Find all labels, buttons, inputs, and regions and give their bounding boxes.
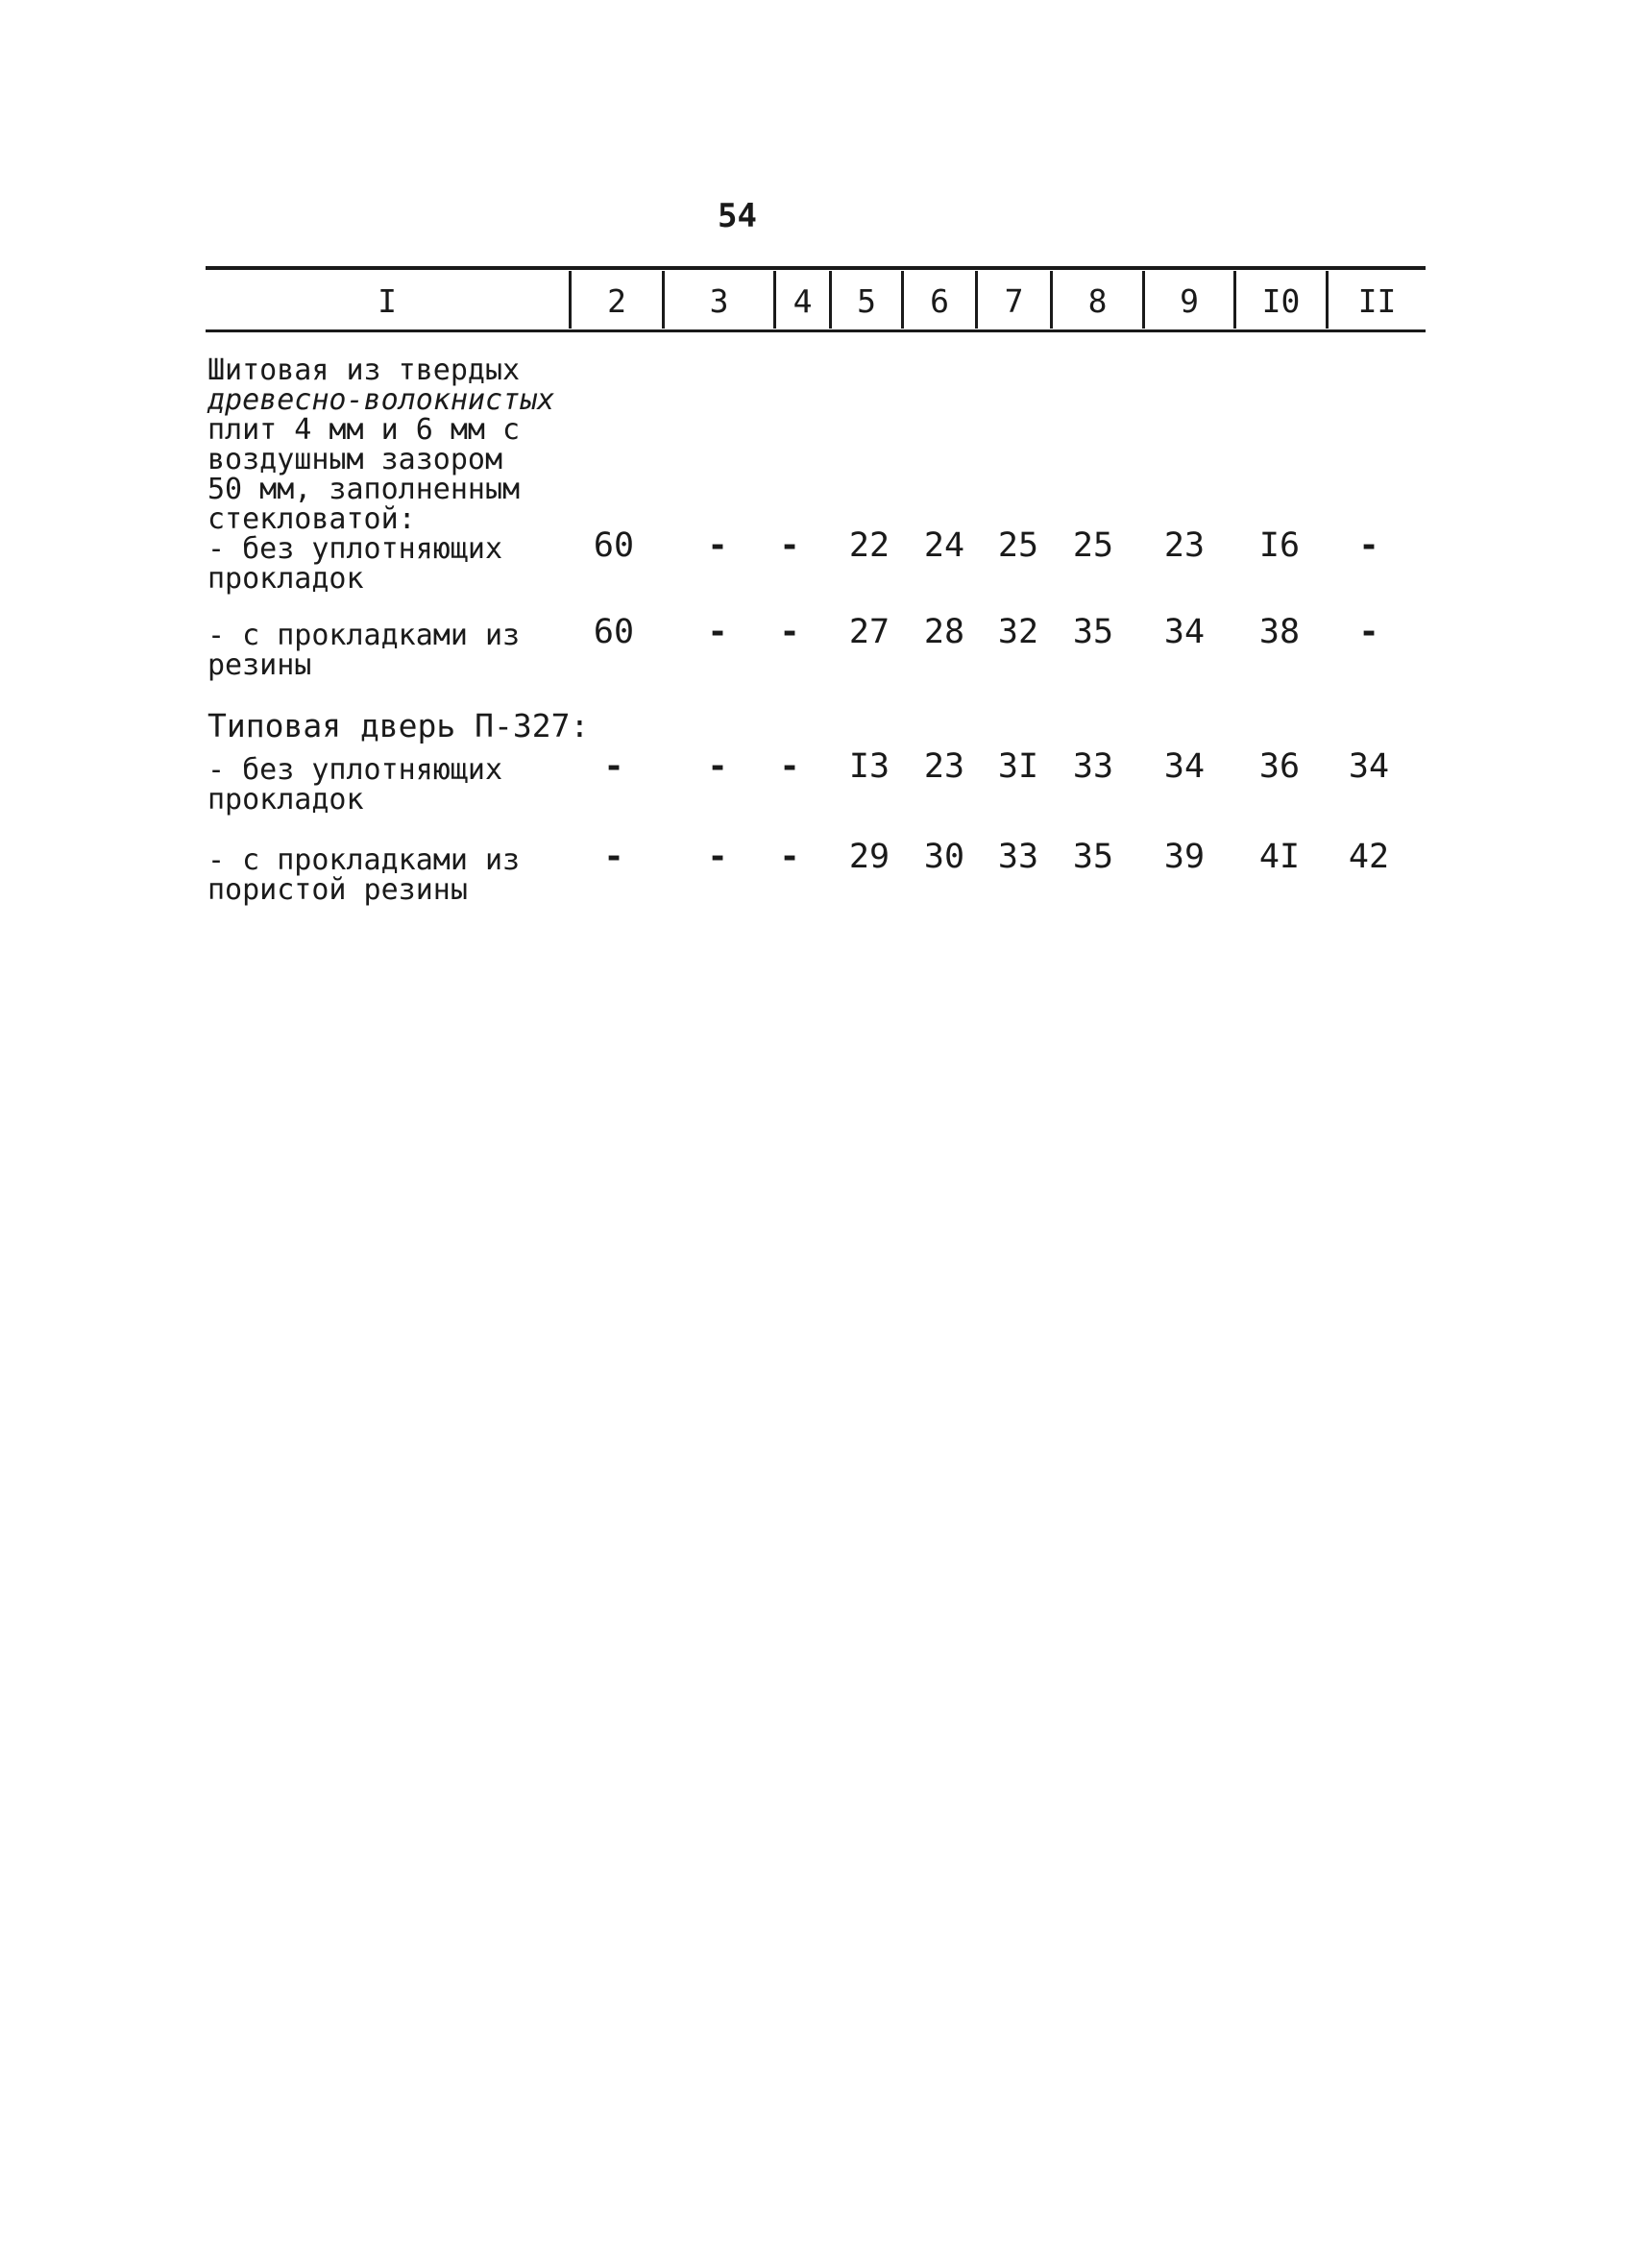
table-cell: 42 (1348, 838, 1390, 876)
table-cell: - (1358, 526, 1379, 565)
column-header-8: 8 (1087, 282, 1108, 320)
table-cell: 24 (923, 526, 965, 565)
table-cell: 28 (923, 613, 965, 651)
table-cell: 32 (997, 613, 1039, 651)
table-top-rule (206, 266, 1426, 270)
heading-line: древесно-волокнистых (207, 383, 555, 417)
table-cell: 39 (1163, 838, 1206, 876)
table-cell: 36 (1258, 747, 1301, 786)
heading-line: 50 мм, заполненным (207, 473, 521, 506)
table-cell: 38 (1258, 613, 1301, 651)
table-cell: - (707, 838, 728, 876)
table-cell: 3I (997, 747, 1039, 786)
table-cell: 34 (1163, 747, 1206, 786)
column-header-2: 2 (607, 282, 626, 320)
section-heading: Типовая дверь П-327: (207, 707, 590, 744)
table-cell: - (603, 747, 624, 786)
column-header-10: I0 (1261, 282, 1301, 320)
table-cell: 23 (923, 747, 965, 786)
row-label-line: прокладок (207, 562, 364, 596)
row-label-line: пористой резины (207, 873, 468, 907)
column-header-7: 7 (1004, 282, 1024, 320)
table-cell: - (707, 526, 728, 565)
table-cell: 33 (997, 838, 1039, 876)
heading-line: Шитовая из твердых (207, 354, 521, 387)
table-cell: 29 (848, 838, 890, 876)
column-header-11: II (1357, 282, 1397, 320)
table-cell: - (603, 838, 624, 876)
row-label-line: - с прокладками из (207, 843, 521, 877)
table-cell: - (707, 747, 728, 786)
page-number: 54 (718, 197, 757, 235)
row-label-line: - без уплотняющих (207, 532, 503, 566)
table-cell: 23 (1163, 526, 1206, 565)
row-label-line: - без уплотняющих (207, 753, 503, 787)
table-cell: - (779, 747, 800, 786)
column-header-1: I (378, 282, 397, 320)
table-cell: 27 (848, 613, 890, 651)
table-cell: - (779, 526, 800, 565)
column-header-9: 9 (1180, 282, 1199, 320)
table-cell: 35 (1072, 838, 1114, 876)
table-cell: 4I (1258, 838, 1301, 876)
table-cell: - (779, 838, 800, 876)
column-header-4: 4 (793, 282, 813, 320)
row-label-line: - с прокладками из (207, 619, 521, 652)
table-cell: 25 (1072, 526, 1114, 565)
column-header-5: 5 (857, 282, 876, 320)
table-cell: 60 (593, 613, 635, 651)
table-cell: - (779, 613, 800, 651)
table-cell: I3 (848, 747, 890, 786)
table-cell: 22 (848, 526, 890, 565)
table-cell: 33 (1072, 747, 1114, 786)
table-cell: - (707, 613, 728, 651)
table-cell: I6 (1258, 526, 1301, 565)
column-header-3: 3 (709, 282, 729, 320)
row-label-line: резины (207, 648, 312, 682)
table-cell: 35 (1072, 613, 1114, 651)
table-header-bottom-rule (206, 329, 1426, 332)
heading-line: плит 4 мм и 6 мм с (207, 413, 521, 447)
heading-line: стекловатой: (207, 502, 416, 536)
column-header-6: 6 (930, 282, 949, 320)
row-label-line: прокладок (207, 783, 364, 817)
table-cell: 30 (923, 838, 965, 876)
table-cell: 25 (997, 526, 1039, 565)
heading-line: воздушным зазором (207, 443, 503, 476)
table-cell: - (1358, 613, 1379, 651)
table-cell: 34 (1348, 747, 1390, 786)
table-cell: 60 (593, 526, 635, 565)
table-cell: 34 (1163, 613, 1206, 651)
